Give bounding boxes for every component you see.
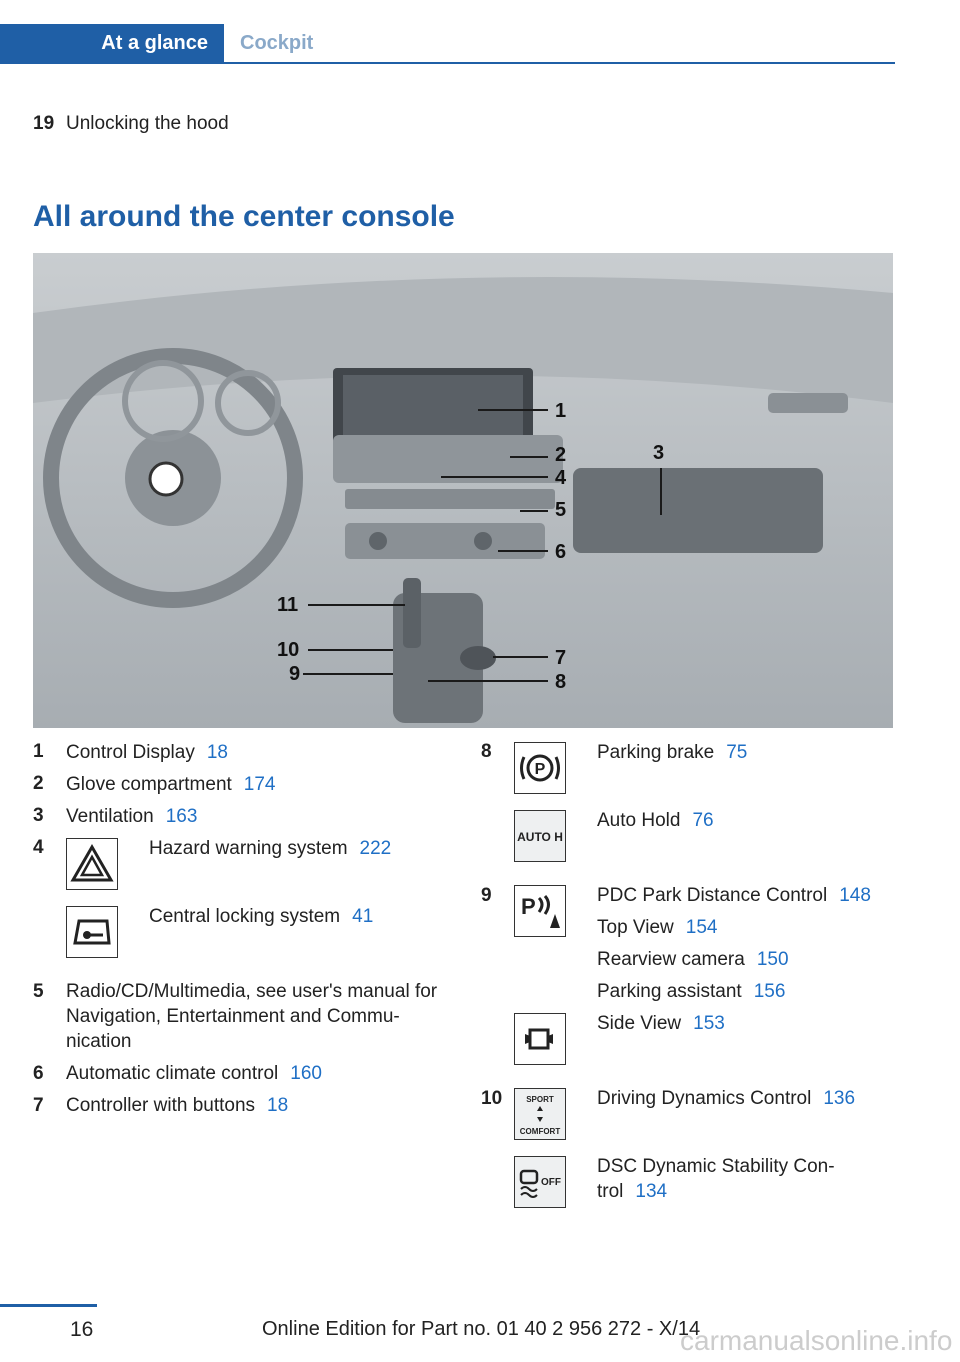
item-text (597, 808, 714, 833)
item-number: 9 (481, 885, 492, 906)
callout-10: 10 (277, 639, 300, 661)
page-reference[interactable]: 18 (267, 1095, 289, 1116)
item-number: 4 (33, 837, 44, 858)
item-label: Automatic climate control (66, 1063, 279, 1084)
item-number: 8 (481, 741, 492, 762)
item-text (597, 947, 789, 972)
dashboard-drawing (33, 253, 893, 728)
item-text (149, 904, 373, 929)
footer-rule (0, 1304, 97, 1307)
item-number: 7 (33, 1095, 44, 1116)
edition-note: Online Edition for Part no. 01 40 2 956 272 - X/14 (262, 1318, 701, 1340)
item-number: 6 (33, 1063, 44, 1084)
side-view-icon (514, 1013, 566, 1065)
svg-text:P: P (534, 761, 546, 778)
page-reference[interactable]: 163 (165, 806, 198, 827)
page-number: 16 (70, 1318, 94, 1341)
item-text: DSC Dynamic Stability Con- (597, 1156, 835, 1177)
section-title: All around the center console (33, 200, 455, 233)
item-label: Auto Hold (597, 810, 681, 831)
callout-7: 7 (555, 647, 567, 669)
page-reference[interactable]: 75 (726, 742, 748, 763)
item-label: Glove compartment (66, 774, 232, 795)
page-reference[interactable]: 41 (352, 906, 374, 927)
item-number: 10 (481, 1088, 503, 1109)
callout-9: 9 (289, 663, 301, 685)
item-label: Controller with buttons (66, 1095, 256, 1116)
item-number: 19 (33, 113, 55, 134)
item-number: 5 (33, 981, 44, 1002)
item-text (597, 1086, 855, 1111)
page-reference[interactable]: 160 (290, 1063, 322, 1084)
auto-hold-icon (514, 810, 566, 862)
page-reference[interactable]: 154 (685, 917, 718, 938)
callout-1: 1 (555, 400, 567, 422)
page-reference[interactable]: 148 (839, 885, 871, 906)
item-label: PDC Park Distance Control (597, 885, 828, 906)
callout-4: 4 (555, 467, 567, 489)
tab-at-a-glance[interactable]: At a glance (0, 24, 224, 62)
page-reference[interactable]: 136 (823, 1088, 856, 1109)
central-locking-icon (66, 906, 118, 958)
item-text (66, 772, 276, 797)
item-text (597, 883, 871, 908)
dsc-off-icon (514, 1156, 566, 1208)
item-label: Central locking system (149, 906, 341, 927)
page-reference[interactable]: 222 (359, 838, 392, 859)
item-number: 3 (33, 805, 44, 826)
item-text (66, 1061, 322, 1086)
item-label: trol (597, 1181, 624, 1202)
page-reference[interactable]: 156 (753, 981, 786, 1002)
item-number: 2 (33, 773, 44, 794)
callout-3: 3 (653, 442, 665, 464)
callout-8: 8 (555, 671, 567, 693)
item-text: Unlocking the hood (66, 113, 229, 134)
item-text (597, 915, 717, 940)
item-text (66, 804, 197, 829)
item-text: Radio/CD/Multimedia, see user's manual for Navigation, Entertainment and Commu-nication (66, 981, 438, 1052)
svg-text:P: P (521, 894, 536, 919)
item-text (66, 1093, 288, 1118)
page-reference[interactable]: 76 (692, 810, 714, 831)
page-reference[interactable]: 153 (693, 1013, 725, 1034)
item-text (597, 979, 785, 1004)
item-label: Rearview camera (597, 949, 745, 970)
item-text (66, 740, 228, 765)
park-distance-control-icon (514, 885, 566, 937)
driving-dynamics-control-icon (514, 1088, 566, 1140)
item-label: Top View (597, 917, 674, 938)
item-text (597, 1011, 725, 1036)
item-number: 1 (33, 741, 44, 762)
callout-2: 2 (555, 444, 567, 466)
callout-5: 5 (555, 499, 567, 521)
item-label: Parking brake (597, 742, 715, 763)
item-text (597, 1179, 667, 1204)
tab-cockpit[interactable]: Cockpit (240, 32, 314, 54)
item-text (149, 836, 391, 861)
watermark: carmanualsonline.info (680, 1325, 953, 1356)
auto-hold-icon-text: AUTO H (517, 830, 563, 844)
sport-label: SPORT (526, 1095, 554, 1104)
page-reference[interactable]: 18 (206, 742, 228, 763)
page-reference[interactable]: 134 (635, 1181, 668, 1202)
callout-6: 6 (555, 541, 567, 563)
item-label: Side View (597, 1013, 682, 1034)
hazard-warning-icon (66, 838, 118, 890)
item-label: Parking assistant (597, 981, 742, 1002)
callout-11: 11 (277, 594, 299, 616)
item-label: Hazard warning system (149, 838, 348, 859)
item-label: Driving Dynamics Control (597, 1088, 812, 1109)
off-label: OFF (541, 1177, 561, 1188)
item-text (597, 740, 747, 765)
parking-brake-icon (514, 742, 566, 794)
page-reference[interactable]: 150 (756, 949, 789, 970)
page-reference[interactable]: 174 (243, 774, 276, 795)
dashboard-illustration (33, 253, 893, 728)
item-label: Ventilation (66, 806, 154, 827)
item-label: Control Display (66, 742, 195, 763)
comfort-label: COMFORT (519, 1127, 561, 1136)
